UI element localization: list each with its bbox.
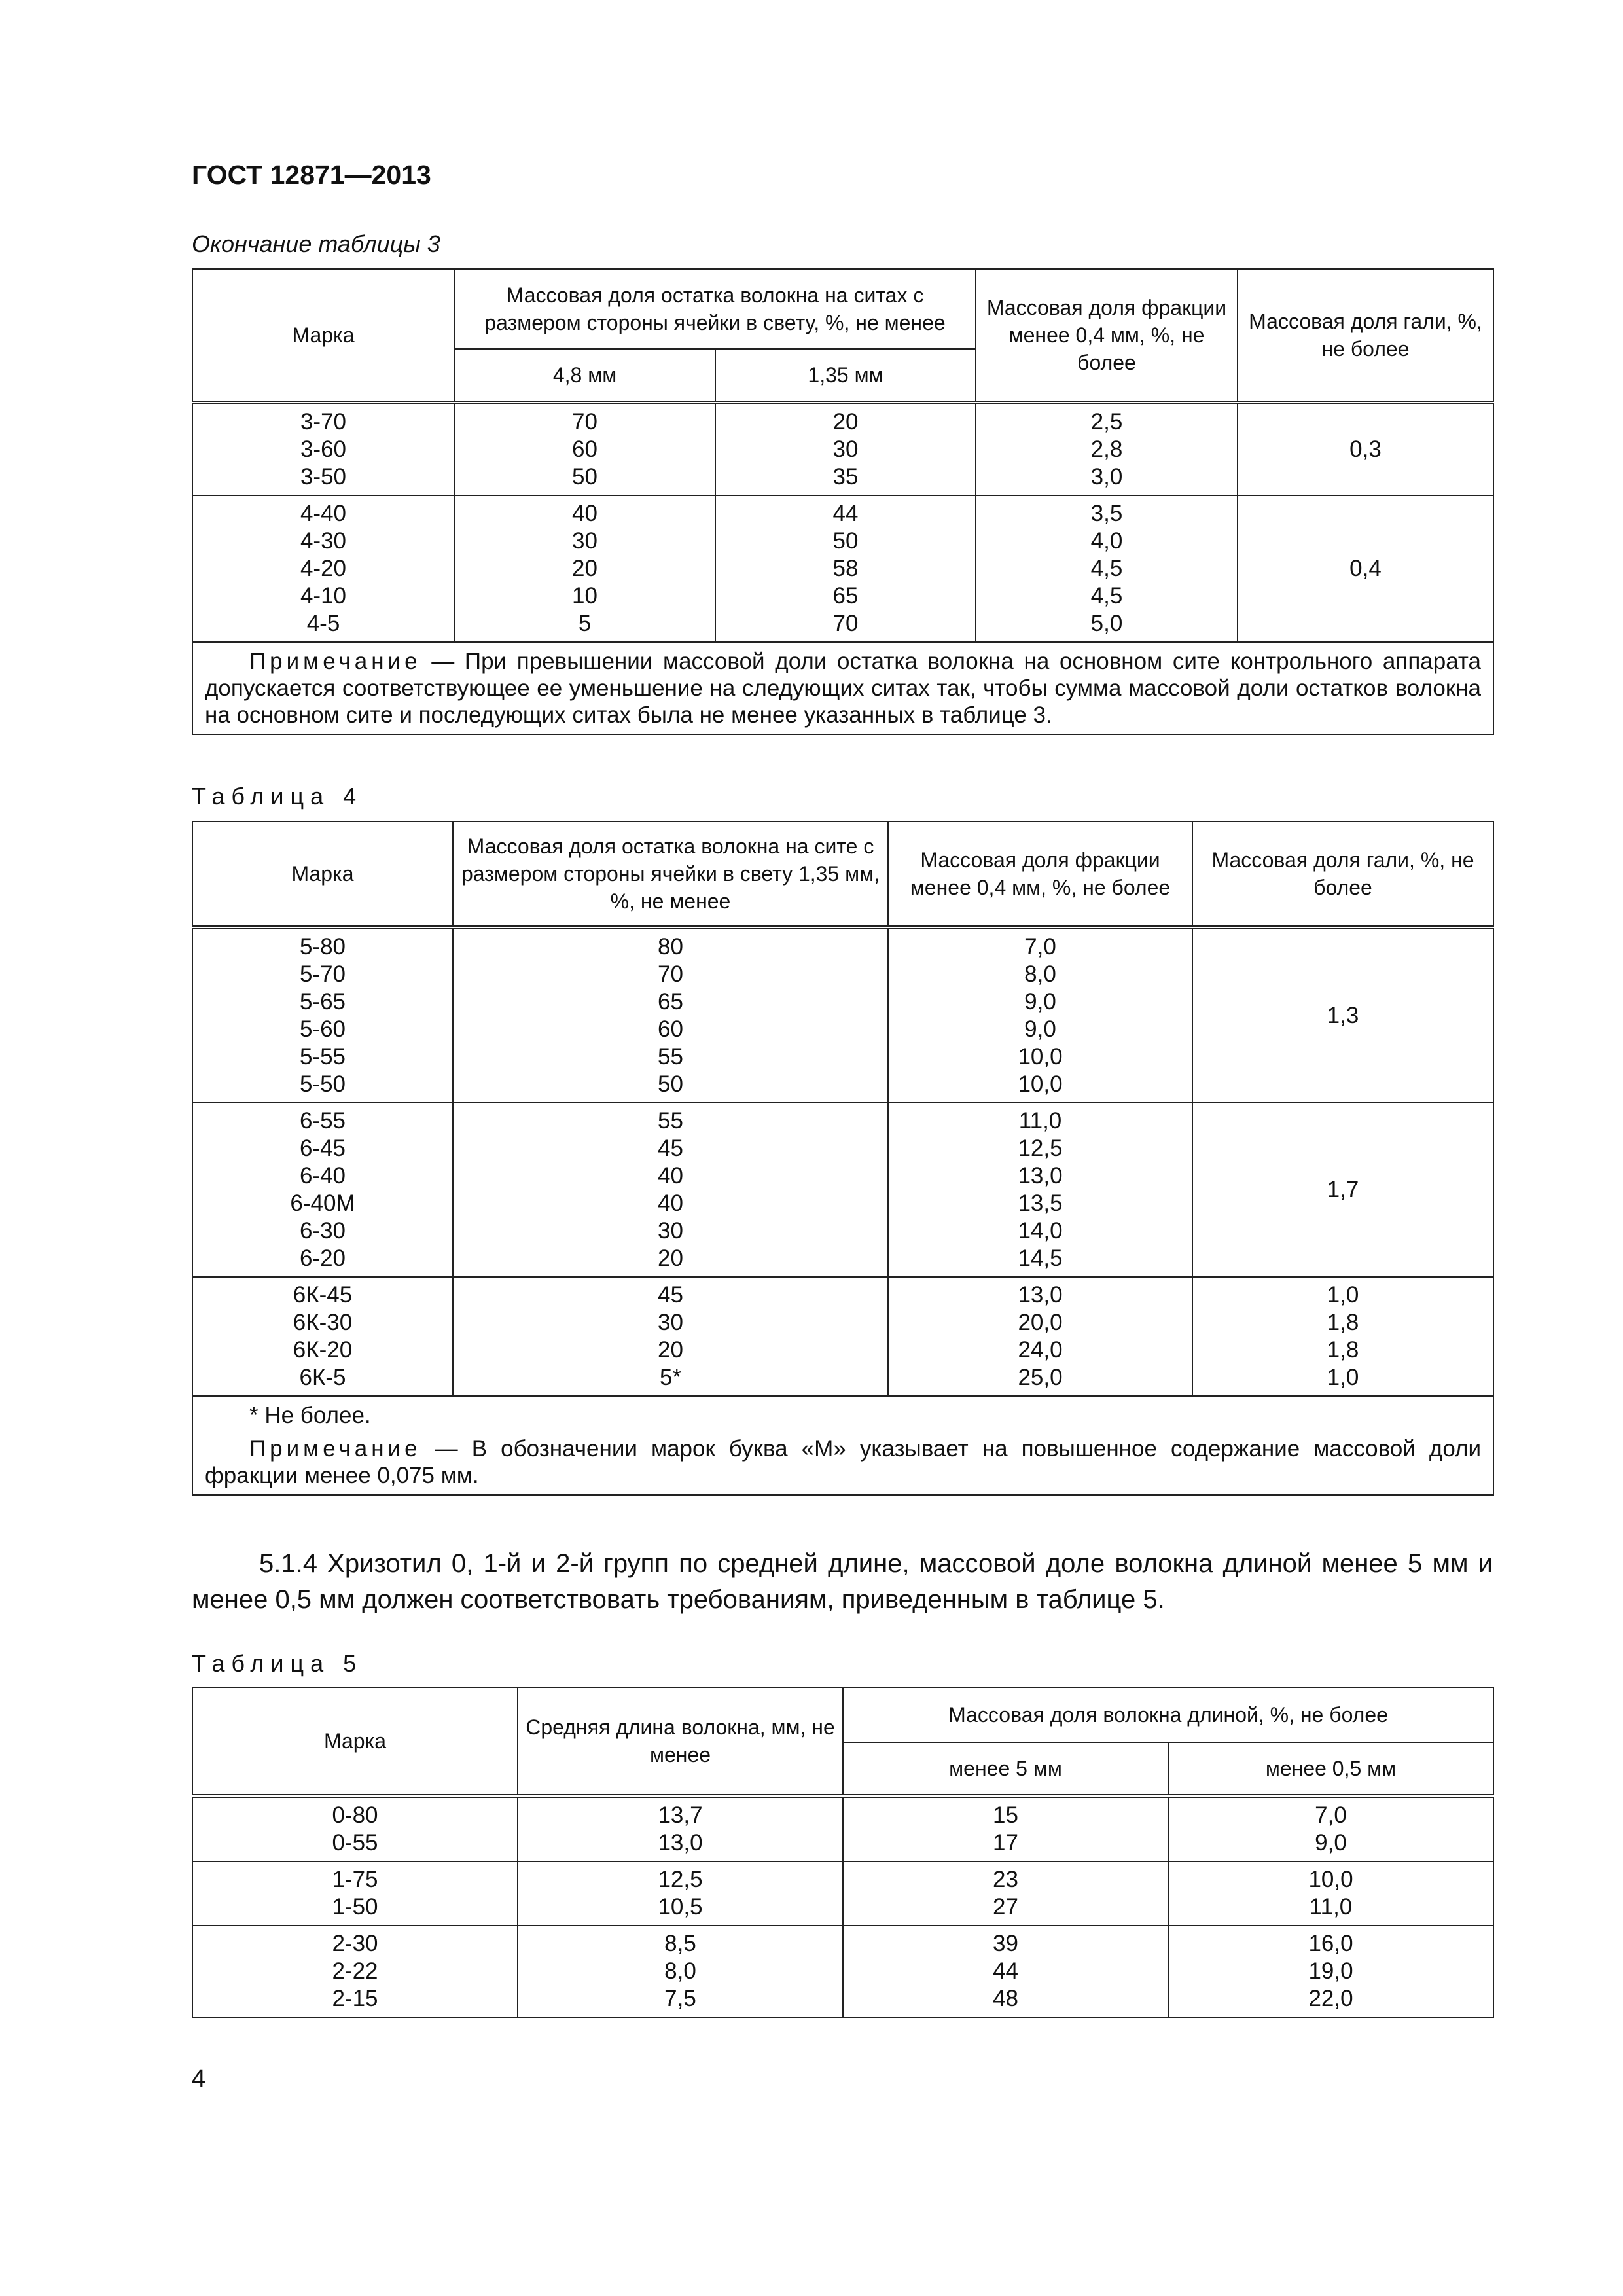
- table4-residue-cell-value: 65: [658, 989, 683, 1014]
- table4-gali-cell-value: 1,7: [1327, 1177, 1359, 1202]
- table4-fraction-cell: [888, 1103, 1192, 1277]
- table4-residue-cell: [453, 1277, 888, 1396]
- table4-residue-cell-value: 20: [658, 1246, 683, 1271]
- table4-mark-cell-value: 6К-5: [299, 1365, 346, 1390]
- table4-fraction-cell-value: 14,5: [1018, 1246, 1063, 1271]
- table5-avg-cell-value: 12,5: [658, 1867, 703, 1892]
- table5-lt05-cell: [1168, 1926, 1493, 2017]
- table4-fraction-cell-value: 12,5: [1018, 1136, 1063, 1161]
- table3-sieve135-cell-value: 20: [832, 409, 859, 435]
- table4-header-gali: Массовая доля гали, %, не более: [1192, 821, 1493, 927]
- table5-avg-cell-value: 10,5: [658, 1894, 703, 1920]
- table5-lt5-cell-value: 39: [993, 1931, 1018, 1956]
- table-4: [192, 821, 1494, 1496]
- table4-fraction-cell-value: 13,0: [1018, 1282, 1063, 1308]
- table5-lt05-cell-value: 16,0: [1308, 1931, 1353, 1956]
- table4-residue-cell-value: 50: [658, 1071, 683, 1097]
- table3-sieve135-cell: [715, 495, 976, 642]
- table3-mark-cell-value: 3-70: [300, 409, 347, 435]
- table4-residue-cell-value: 30: [658, 1310, 683, 1335]
- table3-note-paragraph: [205, 648, 1481, 728]
- table4-residue-cell-value: 45: [658, 1282, 683, 1308]
- table3-fraction-cell-value: 5,0: [1090, 611, 1123, 636]
- table3-mark-cell: [192, 403, 454, 495]
- table4-footnote: * Не более.: [249, 1403, 371, 1428]
- table3-sieve48-cell: [454, 403, 715, 495]
- table4-mark-cell-value: 5-60: [299, 1016, 346, 1042]
- table4-mark-cell-value: 5-70: [299, 961, 346, 987]
- table4-fraction-cell-value: 8,0: [1024, 961, 1056, 987]
- table5-lt5-cell-value: 44: [993, 1958, 1018, 1984]
- table5-lt5-cell-value: 27: [993, 1894, 1018, 1920]
- table4-mark-cell-value: 6К-20: [293, 1337, 353, 1363]
- table3-gali-cell: 0,3: [1238, 403, 1493, 495]
- table4-fraction-cell-value: 14,0: [1018, 1218, 1063, 1244]
- table4-gali-cell-value: 1,8: [1327, 1310, 1359, 1335]
- table4-mark-cell-value: 5-65: [299, 989, 346, 1014]
- table4-caption: Таблица 4: [192, 783, 363, 810]
- table3-fraction-cell: [976, 495, 1238, 642]
- table3-mark-cell-value: 4-5: [306, 611, 340, 636]
- table3-gali-cell: 0,4: [1238, 495, 1493, 642]
- table4-note-label: Примечание: [249, 1436, 421, 1462]
- table4-mark-cell-value: 6-40: [299, 1163, 346, 1189]
- table5-lt5-cell: [843, 1796, 1168, 1861]
- table3-sieve48-cell-value: 30: [572, 528, 597, 554]
- table5-header-length-share: Массовая доля волокна длиной, %, не более: [843, 1687, 1493, 1742]
- table3-sieve48-cell-value: 10: [572, 583, 597, 609]
- table5-avg-cell: [518, 1861, 843, 1926]
- table3-header-sieve-4-8: 4,8 мм: [454, 349, 715, 403]
- table5-lt05-cell: [1168, 1861, 1493, 1926]
- table4-mark-cell-value: 6К-30: [293, 1310, 353, 1335]
- table3-sieve135-cell-value: 58: [832, 556, 859, 581]
- table3-sieve135-cell-value: 50: [832, 528, 859, 554]
- table4-fraction-cell-value: 10,0: [1018, 1071, 1063, 1097]
- table4-residue-cell-value: 55: [658, 1108, 683, 1134]
- table3-sieve135-cell-value: 30: [832, 437, 859, 462]
- table4-fraction-cell-value: 13,5: [1018, 1191, 1063, 1216]
- table-row: [192, 1103, 1493, 1277]
- table5-header-less-5mm: менее 5 мм: [843, 1742, 1168, 1796]
- table3-header-residue: Массовая доля остатка волокна на ситах с размером стороны ячейки в свету, %, не менее: [454, 269, 976, 349]
- table-row: [192, 927, 1493, 1103]
- table5-lt5-cell-value: 23: [993, 1867, 1018, 1892]
- table4-residue-cell-value: 40: [658, 1191, 683, 1216]
- table4-header-residue: Массовая доля остатка волокна на сите с размером стороны ячейки в свету 1,35 мм, %, не менее: [453, 821, 888, 927]
- table5-mark-cell-value: 2-15: [332, 1986, 378, 2011]
- table4-fraction-cell-value: 9,0: [1024, 989, 1056, 1014]
- table3-mark-cell-value: 3-60: [300, 437, 347, 462]
- page-number: 4: [192, 2065, 206, 2092]
- table5-lt05-cell-value: 9,0: [1315, 1830, 1347, 1856]
- table4-mark-cell-value: 6-30: [299, 1218, 346, 1244]
- table3-sieve135-cell-value: 70: [832, 611, 859, 636]
- table4-fraction-cell-value: 9,0: [1024, 1016, 1056, 1042]
- table4-gali-cell-value: 1,0: [1327, 1282, 1359, 1308]
- table5-lt5-cell-value: 17: [993, 1830, 1018, 1856]
- table3-header-fraction: Массовая доля фракции менее 0,4 мм, %, не более: [976, 269, 1238, 403]
- table4-fraction-cell-value: 20,0: [1018, 1310, 1063, 1335]
- table5-avg-cell-value: 7,5: [664, 1986, 696, 2011]
- table4-gali-cell: [1192, 1277, 1493, 1396]
- table5-mark-cell-value: 1-75: [332, 1867, 378, 1892]
- table-row: [192, 1861, 1493, 1926]
- table4-mark-cell-value: 6К-45: [293, 1282, 353, 1308]
- table4-residue-cell: [453, 1103, 888, 1277]
- table4-fraction-cell-value: 25,0: [1018, 1365, 1063, 1390]
- table-row: [192, 495, 1493, 642]
- paragraph-5-1-4: [192, 1546, 1493, 1618]
- table4-gali-cell-value: 1,8: [1327, 1337, 1359, 1363]
- table-3: [192, 268, 1494, 735]
- table3-mark-cell-value: 4-10: [300, 583, 347, 609]
- table3-mark-cell-value: 4-40: [300, 501, 347, 526]
- table3-body: [192, 403, 1493, 734]
- table5-header-avg-length: Средняя длина волокна, мм, не менее: [518, 1687, 843, 1796]
- table3-sieve48-cell: [454, 495, 715, 642]
- table3-sieve135-cell-value: 35: [832, 464, 859, 490]
- table4-header-mark: Марка: [192, 821, 453, 927]
- table3-sieve135-cell: [715, 403, 976, 495]
- table4-residue-cell-value: 5*: [659, 1365, 682, 1390]
- standard-header: ГОСТ 12871—2013: [192, 160, 431, 190]
- table-row: [192, 1277, 1493, 1396]
- table5-avg-cell-value: 8,5: [664, 1931, 696, 1956]
- table4-fraction-cell-value: 24,0: [1018, 1337, 1063, 1363]
- table3-sieve135-cell-value: 65: [832, 583, 859, 609]
- table3-sieve48-cell-value: 60: [572, 437, 597, 462]
- table5-lt05-cell: [1168, 1796, 1493, 1861]
- table4-mark-cell-value: 6-20: [299, 1246, 346, 1271]
- table3-sieve48-cell-value: 40: [572, 501, 597, 526]
- paragraph-text: 5.1.4 Хризотил 0, 1-й и 2-й групп по средней длине, массовой доле волокна длиной менее 5 мм и менее 0,5 мм должен соответствовать требованиям, приведенным в таблице 5.: [192, 1549, 1493, 1614]
- table5-lt5-cell: [843, 1926, 1168, 2017]
- table4-fraction-cell-value: 11,0: [1018, 1108, 1062, 1134]
- table3-fraction-cell: [976, 403, 1238, 495]
- table3-mark-cell-value: 4-20: [300, 556, 347, 581]
- table3-sieve135-cell-value: 44: [832, 501, 859, 526]
- table5-avg-cell-value: 13,7: [658, 1803, 703, 1828]
- table4-fraction-cell-value: 10,0: [1018, 1044, 1063, 1069]
- table4-residue-cell-value: 55: [658, 1044, 683, 1069]
- table3-fraction-cell-value: 3,5: [1090, 501, 1123, 526]
- table3-header-gali: Массовая доля гали, %, не более: [1238, 269, 1493, 403]
- table-5: [192, 1687, 1494, 2018]
- table4-mark-cell-value: 6-40М: [290, 1191, 355, 1216]
- table4-header-fraction: Массовая доля фракции менее 0,4 мм, %, не более: [888, 821, 1192, 927]
- table5-caption: Таблица 5: [192, 1650, 363, 1677]
- table4-residue-cell-value: 20: [658, 1337, 683, 1363]
- table4-body: [192, 927, 1493, 1495]
- table3-note-label: Примечание: [249, 649, 421, 674]
- table5-body: [192, 1796, 1493, 2017]
- table4-mark-cell-value: 6-45: [299, 1136, 346, 1161]
- table4-gali-cell-value: 1,3: [1327, 1003, 1359, 1028]
- table4-fraction-cell: [888, 927, 1192, 1103]
- table4-gali-cell: [1192, 1103, 1493, 1277]
- table5-header-less-0-5mm: менее 0,5 мм: [1168, 1742, 1493, 1796]
- table4-gali-cell-value: 1,0: [1327, 1365, 1359, 1390]
- table3-fraction-cell-value: 4,0: [1090, 528, 1123, 554]
- table4-residue-cell-value: 80: [658, 934, 683, 960]
- table5-lt5-cell-value: 48: [993, 1986, 1018, 2011]
- table4-residue-cell: [453, 927, 888, 1103]
- table5-lt5-cell-value: 15: [993, 1803, 1018, 1828]
- table3-mark-cell-value: 3-50: [300, 464, 347, 490]
- table5-mark-cell: [192, 1796, 518, 1861]
- table3-note: [192, 642, 1493, 734]
- table4-residue-cell-value: 70: [658, 961, 683, 987]
- table4-mark-cell: [192, 1103, 453, 1277]
- table5-lt05-cell-value: 19,0: [1308, 1958, 1353, 1984]
- table4-note-paragraph: [205, 1435, 1481, 1489]
- table-row: [192, 1926, 1493, 2017]
- table4-fraction-cell: [888, 1277, 1192, 1396]
- table4-mark-cell-value: 5-80: [299, 934, 346, 960]
- table5-mark-cell-value: 2-22: [332, 1958, 378, 1984]
- table4-fraction-cell-value: 13,0: [1018, 1163, 1063, 1189]
- table5-mark-cell-value: 2-30: [332, 1931, 378, 1956]
- table3-header-mark: Марка: [192, 269, 454, 403]
- table4-residue-cell-value: 40: [658, 1163, 683, 1189]
- table4-residue-cell-value: 45: [658, 1136, 683, 1161]
- table3-sieve48-cell-value: 20: [572, 556, 597, 581]
- table3-sieve48-cell-value: 5: [578, 611, 592, 636]
- table4-mark-cell: [192, 927, 453, 1103]
- table4-gali-cell: [1192, 927, 1493, 1103]
- table4-note-text: — В обозначении марок буква «М» указывает на повышенное содержание массовой доли фракции менее 0,075 мм.: [205, 1436, 1481, 1488]
- table4-fraction-cell-value: 7,0: [1024, 934, 1056, 960]
- table3-mark-cell: [192, 495, 454, 642]
- table5-avg-cell: [518, 1796, 843, 1861]
- table-row: [192, 1796, 1493, 1861]
- table3-fraction-cell-value: 2,5: [1090, 409, 1123, 435]
- table3-fraction-cell-value: 4,5: [1090, 583, 1123, 609]
- table-row: [192, 403, 1493, 495]
- table5-lt05-cell-value: 11,0: [1309, 1894, 1353, 1920]
- table4-note: [192, 1396, 1493, 1495]
- table5-avg-cell: [518, 1926, 843, 2017]
- table3-mark-cell-value: 4-30: [300, 528, 347, 554]
- table3-fraction-cell-value: 4,5: [1090, 556, 1123, 581]
- table5-lt05-cell-value: 7,0: [1315, 1803, 1347, 1828]
- table3-fraction-cell-value: 2,8: [1090, 437, 1123, 462]
- table5-avg-cell-value: 8,0: [664, 1958, 696, 1984]
- table5-lt5-cell: [843, 1861, 1168, 1926]
- table5-mark-cell-value: 0-80: [332, 1803, 378, 1828]
- table4-mark-cell: [192, 1277, 453, 1396]
- table5-mark-cell: [192, 1861, 518, 1926]
- table5-lt05-cell-value: 10,0: [1308, 1867, 1353, 1892]
- table4-residue-cell-value: 30: [658, 1218, 683, 1244]
- table3-caption: Окончание таблицы 3: [192, 230, 440, 257]
- table4-mark-cell-value: 5-55: [299, 1044, 346, 1069]
- table3-sieve48-cell-value: 50: [572, 464, 597, 490]
- table5-lt05-cell-value: 22,0: [1308, 1986, 1353, 2011]
- table5-mark-cell-value: 1-50: [332, 1894, 378, 1920]
- table3-note-text: — При превышении массовой доли остатка волокна на основном сите контрольного аппарата допускается соответствующее ее уменьшение на следующих ситах так, чтобы сумма массовой доли остатков волокна на основном сите и последующих ситах была не менее указанных в таблице 3.: [205, 649, 1481, 728]
- table5-header-mark: Марка: [192, 1687, 518, 1796]
- table3-header-sieve-1-35: 1,35 мм: [715, 349, 976, 403]
- table4-mark-cell-value: 5-50: [299, 1071, 346, 1097]
- table4-residue-cell-value: 60: [658, 1016, 683, 1042]
- table5-mark-cell: [192, 1926, 518, 2017]
- table4-mark-cell-value: 6-55: [299, 1108, 346, 1134]
- table5-mark-cell-value: 0-55: [332, 1830, 378, 1856]
- table3-sieve48-cell-value: 70: [572, 409, 597, 435]
- table5-avg-cell-value: 13,0: [658, 1830, 703, 1856]
- table3-fraction-cell-value: 3,0: [1090, 464, 1123, 490]
